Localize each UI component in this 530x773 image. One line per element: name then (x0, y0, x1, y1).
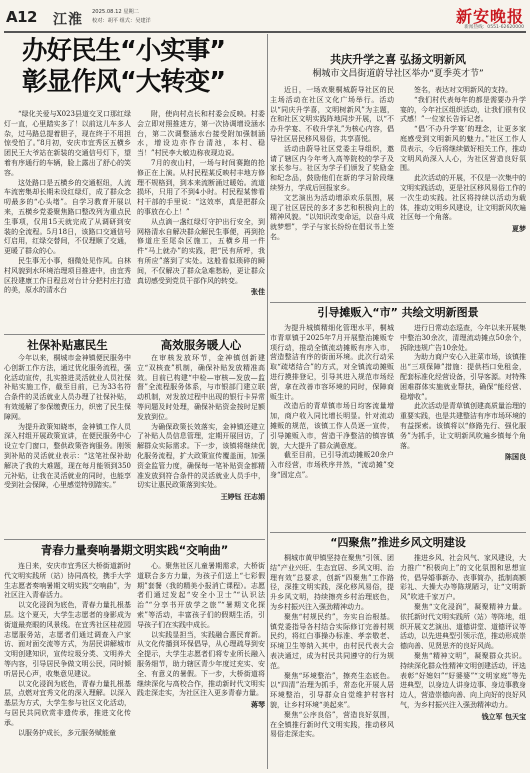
youth-byline: 蒋琴 (251, 701, 265, 710)
youth-col-a (4, 562, 131, 769)
hongyang-paragraph: 文艺演出为活动增添欢乐氛围，展现了社区居民的多才多艺和积极向上的精神风貌。“以知识改变命运，以奋斗成就梦想”，学子与家长纷纷在倡议书上签名。 (270, 193, 394, 241)
hotline: 新闻热线：0551-62620000 (464, 25, 524, 30)
sifang-paragraph: 聚焦“公序良俗”，营造良好氛围，在全镇推行新时代文明实践，推动移风易俗走深走实。 (270, 710, 394, 739)
market-title: 引导摊贩入“市” 共绘文明新图景 (317, 306, 479, 319)
lead-paragraph: 这处路口是五横乡的交通枢纽，人流车流密集却长期未设红绿灯，成了群众念叨最多的“心头堵”。自学习教育开展以来，五横乡党委聚焦路口整改列为重点民生事项，仅用15天就完成了从调研到安装的全流程。5月18日，该路口交通信号灯启用，红绿交替间，不仅理顺了交通，更暖了群众的心。 (4, 178, 131, 256)
lead-col-a (4, 110, 131, 332)
finance-title: 高效服务暖人心 (160, 338, 242, 352)
lead-paragraph: 7月的夜山村，一场与时间赛跑的抢修正在上演。从村民程某反映村丰地方修理不规格到，到本来流断涌过暖始。流道损坏，只用了不到4小时。村民程某惨看村干部的手里说：“这效率，真是把群众的事放在心上！” (137, 158, 265, 216)
sifang-paragraph: 聚焦“环境整治”，擦亮生态底色。以“四清”治理为抓手，常态化开展人居环境整治，引导群众自觉维护村容村貌，让乡村环境“美起来”。 (270, 671, 394, 709)
section-rule (270, 302, 526, 303)
lead-title-line1: 办好民生“小实事” (22, 36, 226, 66)
youth-paragraph: 以文化浸润为底色，青春力量扎根基层。这个夏天，大学生志愿者的身影成为街道最亮眼的风景线。在宜秀社区桂花园志愿服务站，志愿者们通过调查入户家访、面对面交流等方式，为居民讲解城市文明创建知识，宣传垃圾分类、文明养犬等内容，引导居民争做文明公民，同时倾听居民心声，收集意见建议。 (4, 601, 131, 678)
sifang-col-b (400, 554, 526, 769)
newspaper-logo: 新安晚报 (455, 7, 524, 26)
market-paragraph: 截至目前，已引导流动摊贩20余户入市经营，市场秩序井然，“流动摊”变身“固定点”。 (270, 451, 394, 479)
social-paragraph: 为提升政策知晓率，金神镇工作人员深入村组开展政策宣讲，在便民服务中心设立专门窗口，整供政策咨询服务。刚领到补贴的灵活就业表示：“这笔社保补助解决了我的大难题，现在每月能领到350元补贴，让我在灵活就业的同时，也能享受到社会保障，心里感觉特别踏实。” (4, 422, 131, 490)
social-insurance-article (4, 337, 131, 537)
youth-headline (4, 542, 265, 560)
hongyang-byline: 夏梦 (512, 225, 526, 234)
sifang-paragraph: 聚焦“文化浸润”，凝聚精神力量。依托新时代文明实践所（站）等阵地，组织开展文艺演出、道德讲堂、道德评议等活动，以先进典型引领示范，推动形成崇德向善、见贤思齐的良好风尚。 (400, 602, 526, 651)
sifang-paragraph: 聚焦“村规民约”，夯实自治根基。镇党委指导各村结合实际修订完善村规民约，将红白事操办标准、孝亲敬老、环境卫生等纳入其中，由村民代表大会表决通过，成为村民共同遵守的行为规范。 (270, 612, 394, 670)
sifang-byline: 钱立军 包天宝 (481, 712, 526, 721)
column-divider (267, 34, 268, 769)
sifang-col-a (270, 554, 394, 769)
section-rule (4, 539, 265, 540)
hongyang-headline (270, 52, 526, 86)
youth-title: 青春力量奏响暑期文明实践“交响曲” (40, 543, 229, 557)
youth-paragraph: 以文化浸润为底色，青春力量扎根基层，点燃对宜秀文化的深入理解。以深入基层为方式，大学生参与社区文化活动，与居民共同欣赏非遗传承，推进文化传承。 (4, 679, 131, 727)
hongyang-paragraph: 签名，表达对文明新风的支持。 (414, 86, 512, 94)
market-paragraph: 进行日常动态巡查，今年以来开展集中整治30余次，清理流动摊点50余个，拆除违规广告10余处。 (400, 324, 526, 352)
lead-paragraph: 附，使向村点长和村委会反映。村委会立即对照推进方，第一次协调增设涵水台，第二次调整涵水台接受附加强制涵水，增设边亦作台清池，本村、稳当！”村民李大敏边称夜现边说。 (137, 110, 265, 158)
sifang-headline (270, 534, 526, 552)
page-header (4, 2, 526, 32)
lead-col-b (137, 110, 265, 332)
section-rule (270, 532, 526, 533)
social-insurance-title: 社保补贴惠民生 (27, 338, 108, 352)
hongyang-col-a (270, 86, 394, 301)
youth-col-b (137, 562, 265, 769)
hongyang-col-b (400, 86, 526, 301)
hongyang-title: 共庆升学之喜 弘扬文明新风 (330, 53, 466, 66)
market-paragraph: 为助力商户安心入驻菜市场，该镇推出“三项保障”措施：提供档口免租金，配套标准化经营设备，引导客源。对特殊困难群体实施就业帮扶，确保“能经营、稳增收”。 (400, 353, 526, 401)
youth-paragraph: 连日来，安庆市宜秀区大桥街道新时代文明实践所（站）协同高校，携手大学生志愿者奏响暑期文明实践“交响曲”，为社区注入青春活力。 (4, 562, 131, 600)
hongyang-subtitle: 桐城市文昌街道蔚导社区举办“夏季英才节” (312, 69, 484, 79)
header-rule (4, 31, 526, 33)
hongyang-paragraph: 活动由蔚导社区党委主导组织，邀请了辖区内今年考入高等院校的学子及家长参与。社区为学子们颁发了奖励金和纪念品，鼓励他们在新的学习阶段继续努力，学成后回报家乡。 (270, 144, 394, 192)
finance-paragraph: 为确保政策长效落实，金神镇还建立了补贴人员信息管理，定期开展回访，了解群众实际需求。下一步，该镇将继续优化服务流程，扩大政策宣传覆盖面，加强资金监管力度，确保每一笔补贴资金都精准发放到符合条件的灵活就业人员手中，切实让惠民政策落到实处。 (137, 422, 265, 490)
youth-paragraph: 心。聚焦社区儿童暑期需求，大桥街道联合多方力量，为孩子们送上“七彩假期”套餐（我的精美小报消亡课程）。志愿者们通过发起“安全小卫士”“认识法治”“分享书开放学之旅”“暑期文化探索”等活动，丰富孩子们的假期生活，引导孩子们在实践中成长。 (137, 562, 265, 629)
sifang-paragraph: 推进乡风、社会风气、家风建设，大力推广“积极向上”的文化氛围和思想宣传，倡导婚事新办、丧事简办，抵制高额彩礼、大操大办等陈规陋习，让“文明新风”吹进千家万户。 (400, 554, 526, 602)
market-paragraph: 改造后的青草镇市场日均客流量增加，商户收入同比增长明显。针对流动摊贩的规范，该镇工作人员逐一宣传，引导摊贩入市，营造干净整洁的镇容镇貌，大大提升了群众满意度。 (270, 402, 394, 450)
social-paragraph: 今年以来，桐城市金神镇便民服务中心创新工作方法，通过优化服务流程，强化活动宣传，扎实推进灵活就业人员社保补贴实施工作，截至目前，已为33名符合条件的灵活就业人员办理了社保补贴，有效缓解了参保缴费压力，织密了民生保障网。 (4, 354, 131, 421)
finance-byline: 王婷钰 汪志娟 (220, 493, 265, 502)
page-number: A12 (6, 8, 37, 26)
market-col-a (270, 324, 394, 531)
editor-line: 校对：胡平 组式：吴建洋 (92, 18, 151, 24)
sifang-paragraph: 桐城市黄甲镇坚持在聚焦“引领、团结”产业兴旺、生态宜居、乡风文明、治理有效”总要求，创新“四聚焦”工作路径，深推文明实践，深化移风易俗，提升乡风文明，持续擦亮乡村治理底色，为乡村振兴注入强劲精神动力。 (270, 554, 394, 611)
finance-article (137, 337, 265, 537)
hongyang-paragraph: 近日，一场欢聚桐城蔚导社区的民主场活动在社区文化广场举行。活动以“同庆升学喜，文明树新风”为主题，在和社区文明实践阵地同步开展，以“不办升学宴、不收升学礼”为核心内容，倡导社区居民移风易俗，共享喜悦。 (270, 86, 394, 143)
youth-paragraph: 以服务护成长，多元服务赋能童 (18, 728, 116, 737)
section-name: 江淮 (53, 12, 83, 28)
market-col-b (400, 324, 526, 531)
youth-paragraph: 以实践显担当，实践融合惠民育新。从文化传播到环保倡导，从心理疏导到安全提示，大学生志愿者们将专业所长融入服务细节，助力辖区青少年度过充实、安全、有意义的暑假。下一步，大桥街道将继续深化与高校合作，推动新时代文明实践走深走实，为社区注入更多青春力量。 (137, 630, 265, 698)
market-paragraph: 为提升城镇精细化管理水平，桐城市青草镇于2025年7月开展整治摊贩专项行动，推动全镇流动摊贩有序入市，营造整洁有序的街面环境。此次行动采取“疏堵结合”的方式，对全镇流动摊贩进行摸排登记，引导其进入规范市场经营，拿在改善市容环境的同时，保障商贩生计。 (270, 324, 394, 401)
finance-paragraph: 在审核发放环节，金神镇创新建立“双核查”机制，确保补贴发放精准高效。目前已构建“中检—审核—发放—监督”全流程服务体系，与市银部门建立联动机制，对发放过程中出现的银行卡异常等问题及时处理，确保补贴资金按时足额发放到位。 (137, 354, 265, 421)
hongyang-paragraph: “我们村代表每年的都是需要办升学宴的，今年社区组织活动，让我们很有仪式感！”一位家长告诉记者。 (400, 95, 526, 124)
lead-paragraph: “绿化关爱与X023县道交叉口那红绿灯一直，心里踏实多了！以前这儿车多人杂，过马路总提着胆子，现在终于不用担惊受怕了。”8月初，安庆市宜秀区五横乡团民王大爷站在新装的交通信号灯下，望着有序通行的车辆，脸上露出了舒心的笑容。 (4, 110, 131, 177)
market-byline: 陈国良 (505, 453, 526, 462)
lead-headline (4, 36, 265, 106)
market-paragraph: 此次活动是青草镇创建高质量治理的重要实践，也是共建整洁有序市场环境的有益探索。该镇将以“修路先行、强化服务”为抓手，让文明新风吹遍乡镇每个角落。 (400, 402, 526, 450)
hongyang-paragraph: “倡‘不办升学宴’的理念，让更多家庭感受到文明新风的魅力。”社区工作人员表示，今后将继续做好相关工作，推动文明风尚深入人心，为社区营造良好氛围。 (400, 125, 526, 173)
right-column (270, 34, 526, 769)
market-headline (270, 304, 526, 322)
lead-paragraph: 从点滴一盏红绿灯守护出行安全，到网格清水自解决群众解民生事便，再到抢修道庄至尾杂区施工，五横乡用一件件“马上就办”的实践，把“民有所呼，我有所应”落到了实处。这般看似琐碎的瞬间，不仅解决了群众急难愁盼，更让群众真切感受到党员干部作风的转变。 (137, 217, 265, 285)
sifang-paragraph: 聚焦“精神文明”，凝聚群众共识。持续深化群众性精神文明创建活动，评选表彰“好媳妇”“好婆婆”“文明家庭”等先进典型，以身边人讲身边事、身边事教身边人，营造崇德向善、向上向好的良好风气，为乡村振兴注入强劲精神动力。 (400, 651, 526, 709)
lead-byline: 张佳 (251, 288, 265, 297)
section-rule (4, 334, 265, 335)
lead-title-line2: 彰显作风“大转变” (22, 67, 226, 97)
hongyang-paragraph: 此次活动的开展，不仅是一次集中的文明实践活动，更是社区移风易俗工作的一次生动实践。社区将持续以活动为载体，推动文明乡风建设，让文明新风吹遍社区每一个角落。 (400, 174, 526, 222)
date-line: 2025.08.12 星期二 (92, 9, 139, 15)
left-column (4, 34, 265, 769)
lead-paragraph: 民生事无小事，细微处见作风。自林村风貌到水环境治理项目推进中，由宜秀区投建康工作日程总对台计分把村庄打造的美，原水的清水台 (4, 256, 131, 295)
sifang-title: “四聚焦”推进乡风文明建设 (330, 536, 466, 549)
